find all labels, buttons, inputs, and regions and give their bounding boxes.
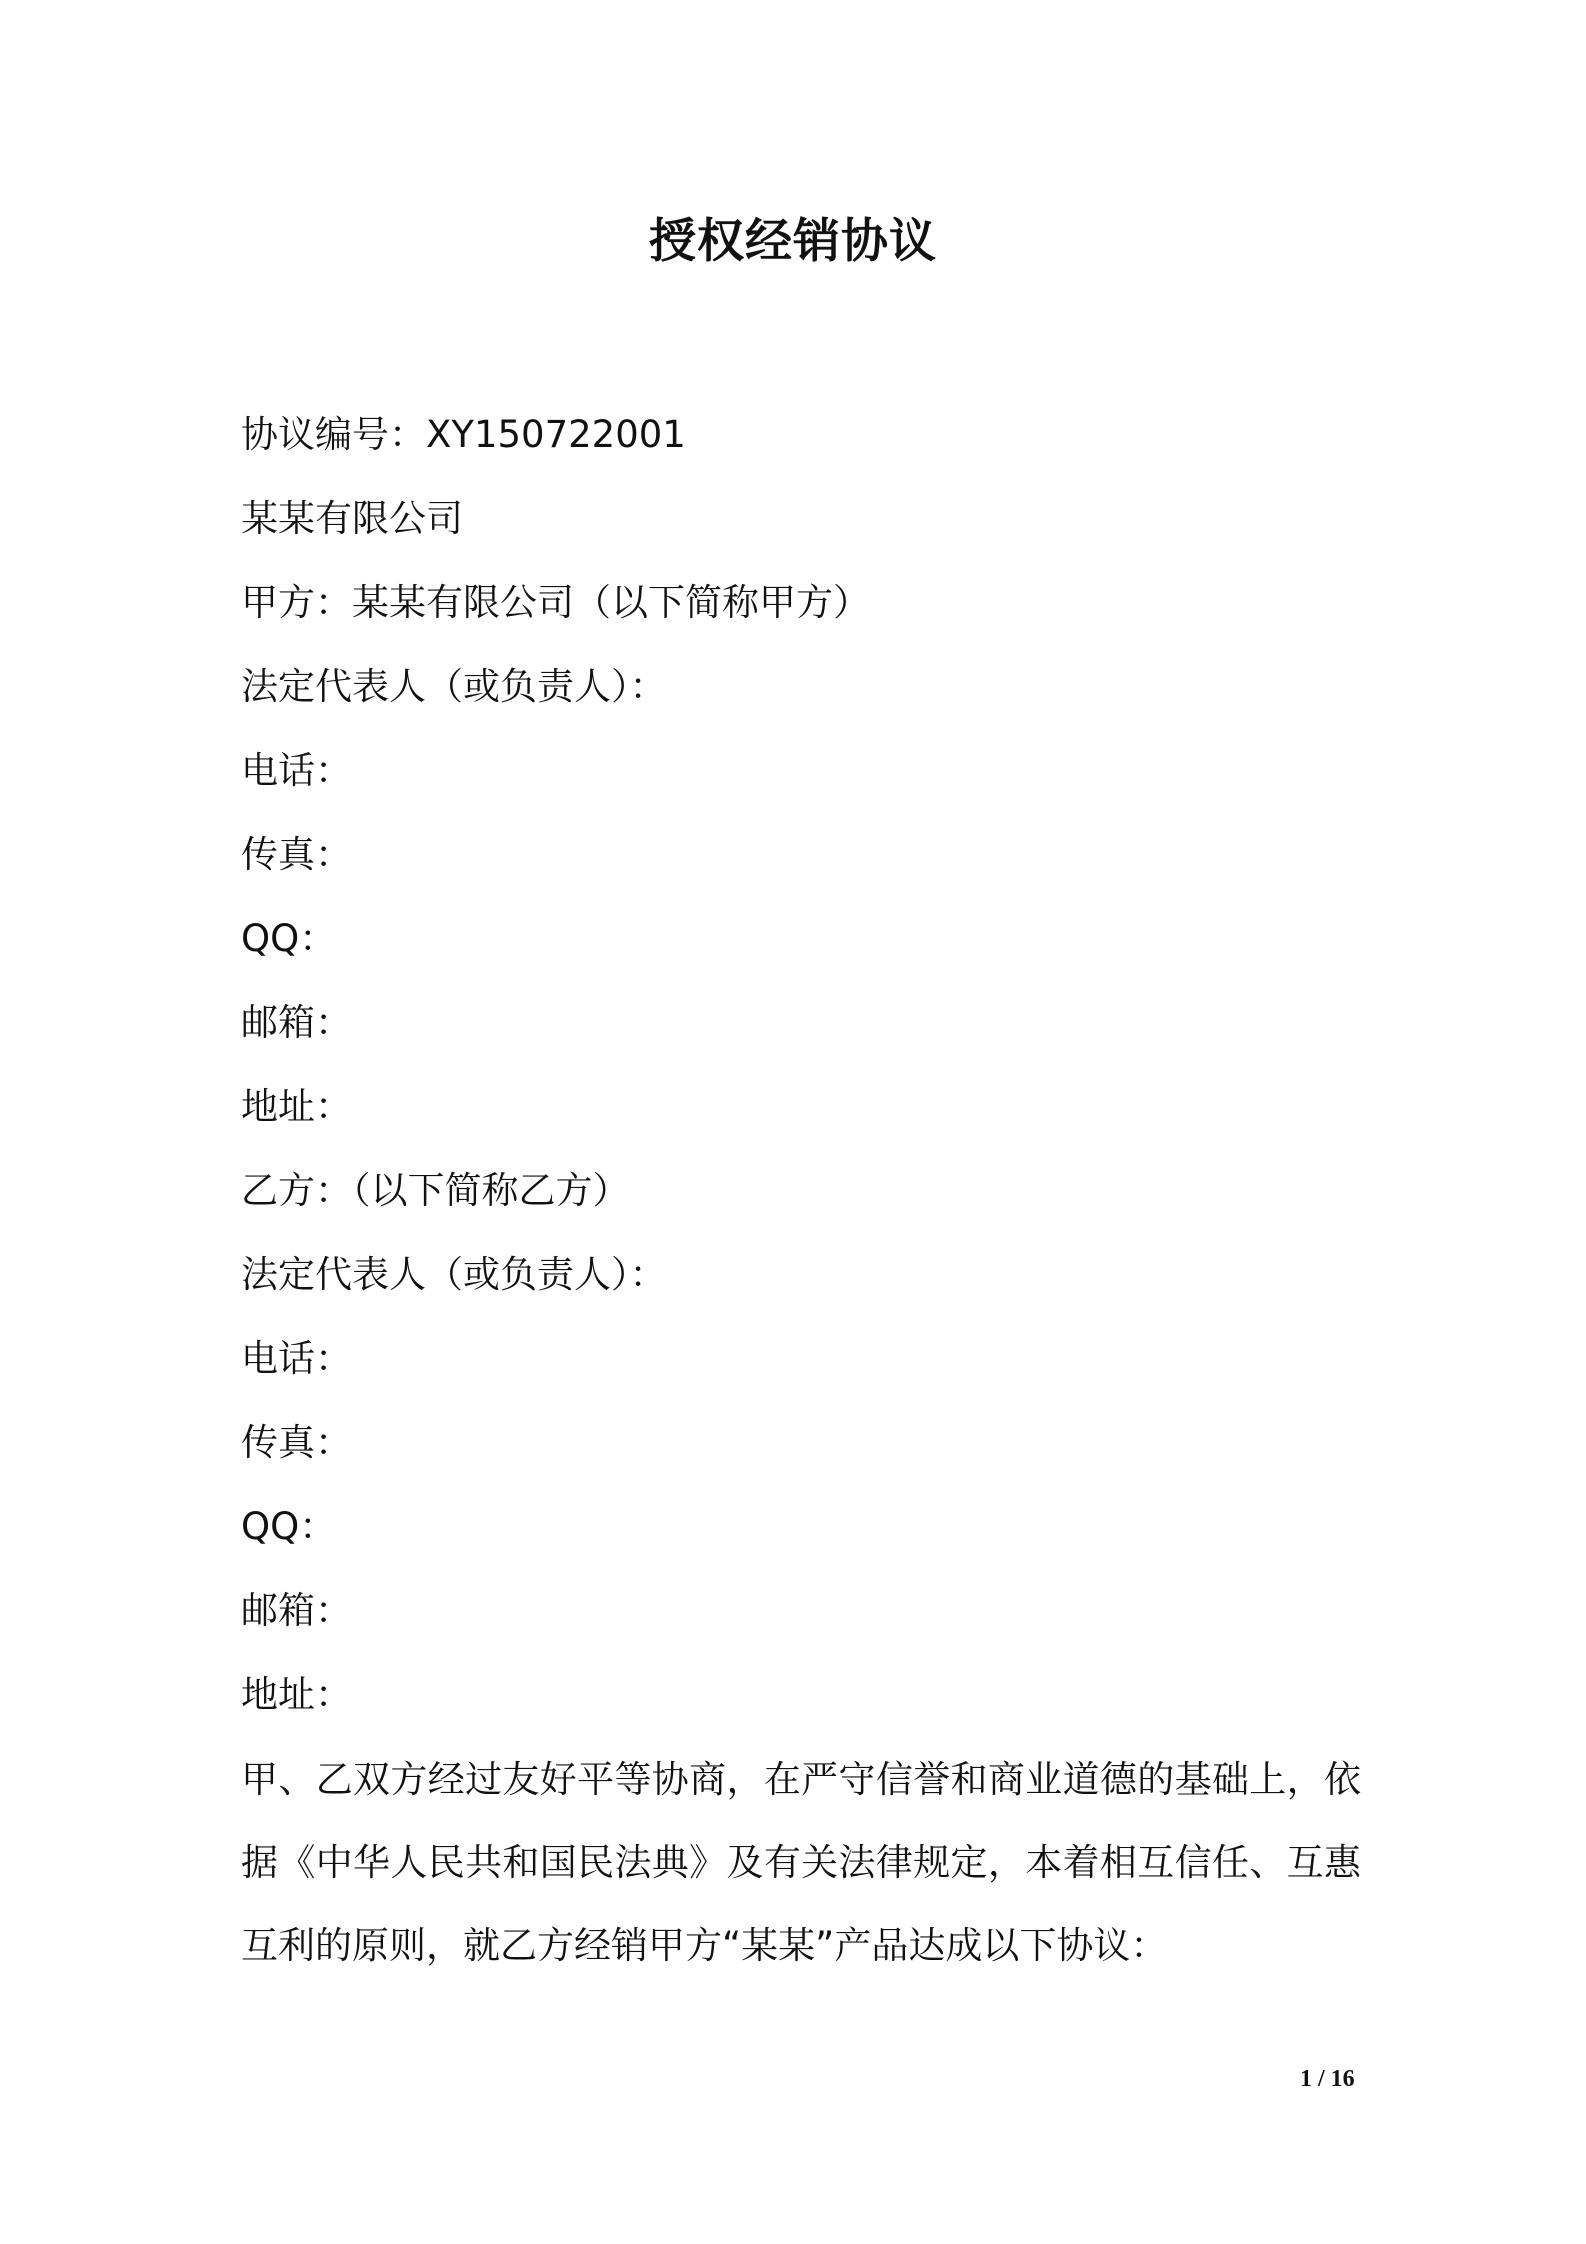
party-b-fax: 传真：: [241, 1421, 352, 1464]
party-a-fax: 传真：: [241, 833, 352, 876]
party-a-address: 地址：: [241, 1085, 352, 1128]
party-b-phone: 电话：: [241, 1337, 352, 1380]
party-a-heading: 甲方：某某有限公司（以下简称甲方）: [241, 581, 870, 624]
party-a-phone: 电话：: [241, 749, 352, 792]
party-b-heading: 乙方：（以下简称乙方）: [241, 1169, 630, 1212]
party-b-legal-rep: 法定代表人（或负责人）：: [241, 1253, 667, 1296]
party-a-email: 邮箱：: [241, 1001, 352, 1044]
document-title: 授权经销协议: [649, 214, 937, 269]
page-number: 1 / 16: [1300, 2066, 1355, 2092]
party-a-legal-rep: 法定代表人（或负责人）：: [241, 665, 667, 708]
party-b-qq: QQ：: [241, 1505, 337, 1548]
agreement-number-value: XY150722001: [426, 413, 686, 456]
party-a-qq: QQ：: [241, 917, 337, 960]
agreement-number-label: 协议编号：: [241, 413, 426, 456]
preamble-paragraph: 甲、乙双方经过友好平等协商，在严守信誉和商业道德的基础上，依据《中华人民共和国民法典》及有关法律规定，本着相互信任、互惠互利的原则，就乙方经销甲方“某某”产品达成以下协议：: [241, 1758, 1361, 1967]
party-b-address: 地址：: [241, 1673, 352, 1716]
company-name: 某某有限公司: [241, 497, 463, 540]
party-b-email: 邮箱：: [241, 1589, 352, 1632]
agreement-number-line: [241, 410, 686, 460]
